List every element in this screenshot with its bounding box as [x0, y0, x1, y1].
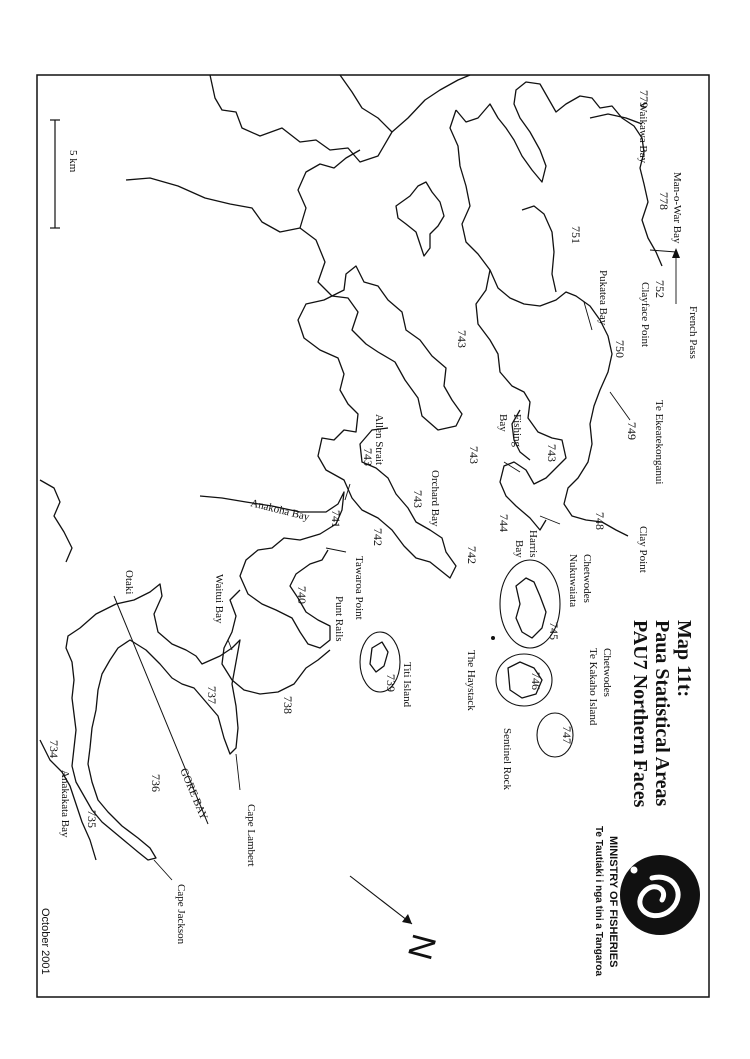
ministry-logo	[620, 855, 700, 935]
area-740: 740	[295, 586, 309, 604]
statistical-area-labels	[47, 90, 671, 828]
scale-bar	[50, 120, 79, 228]
place-sentinel-rock: Sentinel Rock	[501, 728, 513, 791]
nukuwaiata-island	[516, 578, 546, 638]
map-title-line-3: PAU7 Northern Faces	[629, 620, 651, 808]
place-punt-rails: Punt Rails	[333, 596, 345, 642]
area-744: 744	[497, 514, 511, 532]
area-734: 734	[47, 740, 61, 758]
area-741: 741	[329, 510, 343, 528]
place-otaki: Otaki	[123, 570, 135, 595]
coastline-upper-peninsula	[298, 150, 360, 228]
coastline-waikawa	[590, 114, 642, 124]
place-man-o-war-bay: Man-o-War Bay	[671, 172, 683, 244]
place-gore-bay: GORE BAY	[177, 766, 210, 822]
place-allen-strait: Allen Strait	[373, 414, 385, 466]
area-742-b: 742	[371, 528, 385, 546]
area-745: 745	[547, 622, 561, 640]
haystack-dot	[491, 636, 495, 640]
coastline-top-left	[210, 75, 470, 162]
area-737: 737	[205, 686, 219, 704]
place-waitui-bay: Waitui Bay	[213, 574, 225, 624]
place-the-haystack: The Haystack	[465, 650, 477, 711]
map-date: October 2001	[39, 908, 51, 975]
leader-lines	[154, 250, 676, 880]
map-title-line-2: Paua Statistical Areas	[651, 620, 673, 807]
titi-island	[370, 642, 388, 672]
scale-label: 5 km	[67, 150, 79, 173]
place-waikawa-bay: Waikawa Bay	[637, 102, 649, 164]
place-cape-jackson: Cape Jackson	[175, 884, 187, 945]
area-747: 747	[560, 726, 574, 744]
place-chetwodes-1: Chetwodes	[581, 554, 593, 603]
area-735: 735	[85, 810, 99, 828]
ministry-name: MINISTRY OF FISHERIES	[607, 836, 619, 968]
area-778: 778	[657, 192, 671, 210]
french-pass-arrow	[672, 248, 680, 258]
area-748: 748	[593, 512, 607, 530]
place-te-ekeatekonganui: Te Ekeatekonganui	[653, 400, 665, 485]
ministry-maori-name: Te Tautiaki i nga tini a Tangaroa	[593, 826, 604, 977]
area-743-b: 743	[545, 444, 559, 462]
place-tawaroa-point: Tawaroa Point	[353, 556, 365, 620]
north-arrow	[350, 876, 443, 963]
area-736: 736	[149, 774, 163, 792]
area-779: 779	[637, 90, 651, 108]
place-french-pass: French Pass	[687, 306, 699, 359]
map-title-line-1: Map 11t:	[673, 620, 695, 698]
place-harris: Harris	[527, 530, 539, 558]
area-742-a: 742	[465, 546, 479, 564]
area-743-c: 743	[467, 446, 481, 464]
coastline-pukatea	[476, 206, 566, 530]
coastline-anakoha	[200, 492, 344, 648]
area-746: 746	[529, 672, 543, 690]
area-749: 749	[625, 422, 639, 440]
area-750: 750	[613, 340, 627, 358]
place-cape-lambert: Cape Lambert	[245, 804, 257, 867]
place-harris-bay: Bay	[513, 540, 525, 558]
area-743-d: 743	[361, 448, 375, 466]
north-arrow-label: N	[399, 929, 443, 964]
place-anakoha-bay: Anakoha Bay	[249, 497, 311, 524]
area-752: 752	[653, 280, 667, 298]
place-fishing-bay: Bay	[497, 414, 509, 432]
place-clayface-point: Clayface Point	[639, 282, 651, 348]
place-te-kakaho-island: Te Kakaho Island	[587, 648, 599, 726]
place-chetwodes-2: Chetwodes	[601, 648, 613, 697]
place-titi-island: Titi Island	[401, 662, 413, 708]
place-pukatea-bay: Pukatea Bay	[597, 270, 609, 326]
coastline-island-small	[396, 182, 444, 256]
place-clay-point: Clay Point	[637, 526, 649, 573]
area-739: 739	[384, 674, 398, 692]
place-orchard-bay: Orchard Bay	[429, 470, 441, 527]
place-anakakata-bay: Anakakata Bay	[59, 770, 71, 838]
area-743-e: 743	[411, 490, 425, 508]
place-nukuwaiata: Nukuwaiata	[567, 554, 579, 608]
place-fishing: Fishing	[511, 414, 523, 448]
area-738: 738	[281, 696, 295, 714]
area-743-a: 743	[455, 330, 469, 348]
area-751: 751	[569, 226, 583, 244]
